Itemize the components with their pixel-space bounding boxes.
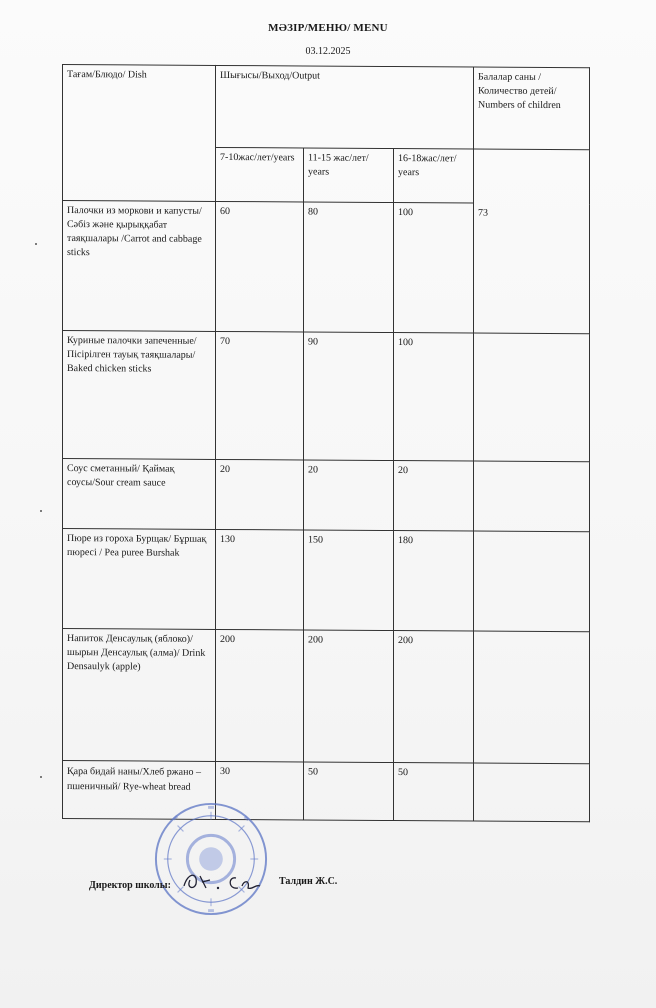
children-empty-cell xyxy=(474,461,590,532)
children-empty-cell xyxy=(474,333,590,462)
menu-date: 03.12.2025 xyxy=(305,46,351,57)
output-value: 20 xyxy=(216,459,304,530)
scan-speck xyxy=(40,776,42,778)
children-empty-cell xyxy=(474,763,590,822)
age-group-11-15: 11-15 жас/лет/ years xyxy=(304,148,394,203)
output-value: 200 xyxy=(216,629,304,762)
age-group-7-10: 7-10жас/лет/years xyxy=(216,147,304,202)
children-empty-cell xyxy=(474,631,590,764)
output-value: 50 xyxy=(394,763,474,821)
dish-name: Куриные палочки запеченные/ Пісірілген тауық таяқшалары/ Baked chicken sticks xyxy=(63,331,216,460)
output-value: 20 xyxy=(304,460,394,531)
output-value: 30 xyxy=(216,761,304,820)
output-value: 200 xyxy=(394,631,474,763)
menu-title: МӘЗІР/МЕНЮ/ MENU xyxy=(268,22,388,34)
output-value: 100 xyxy=(394,333,474,461)
output-value: 130 xyxy=(216,529,304,630)
header-row xyxy=(63,65,590,150)
table-row xyxy=(63,331,590,462)
scan-speck xyxy=(35,243,37,245)
output-value: 150 xyxy=(304,530,394,631)
output-value: 80 xyxy=(304,202,394,333)
output-value: 180 xyxy=(394,531,474,631)
director-name: Талдин Ж.С. xyxy=(279,876,338,887)
table-row xyxy=(63,761,590,822)
children-empty-cell xyxy=(474,531,590,632)
table-row xyxy=(63,629,590,764)
dish-name: Қара бидай наны/Хлеб ржано – пшеничный/ Rye-wheat bread xyxy=(63,761,216,820)
column-header-children: Балалар саны /Количество детей/ Numbers of children xyxy=(474,67,590,150)
school-stamp-icon xyxy=(152,800,270,918)
output-value: 50 xyxy=(304,762,394,821)
director-signature-icon xyxy=(178,866,264,894)
director-label: Директор школы: xyxy=(89,880,171,891)
table-row xyxy=(63,459,590,532)
column-header-output: Шығысы/Выход/Output xyxy=(216,65,474,149)
children-count: 73 xyxy=(478,207,488,219)
menu-table xyxy=(62,64,590,822)
output-value: 20 xyxy=(394,461,474,531)
dish-name: Пюре из гороха Бурщак/ Бұршақ пюресі / Pea puree Burshak xyxy=(63,529,216,630)
output-value: 60 xyxy=(216,201,304,332)
output-value: 200 xyxy=(304,630,394,763)
age-group-16-18: 16-18жас/лет/ years xyxy=(394,149,474,203)
output-value: 100 xyxy=(394,203,474,333)
dish-name: Напиток Денсаулық (яблоко)/ шырын Денсаулық (алма)/ Drink Densaulyk (apple) xyxy=(63,629,216,762)
output-value: 90 xyxy=(304,332,394,461)
table-row xyxy=(63,529,590,632)
output-value: 70 xyxy=(216,331,304,460)
dish-name: Соус сметанный/ Қаймақ соусы/Sour cream sauce xyxy=(63,459,216,530)
column-header-dish: Тағам/Блюдо/ Dish xyxy=(63,65,216,202)
children-count-cell xyxy=(474,149,590,334)
dish-name: Палочки из моркови и капусты/ Сәбіз және қырыққабат таяқшалары /Carrot and cabbage sticks xyxy=(63,201,216,332)
scan-speck xyxy=(40,510,42,512)
